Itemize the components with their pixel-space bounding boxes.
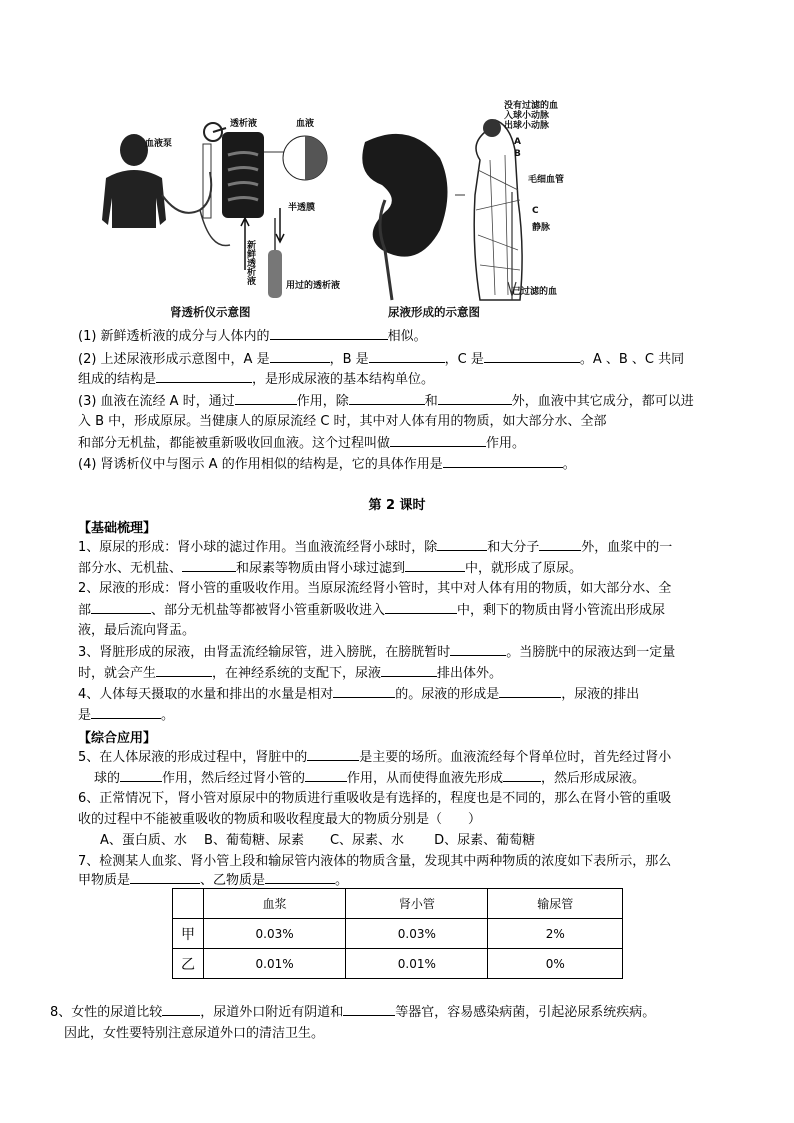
figure-panel — [100, 100, 570, 322]
answer-blank[interactable] — [484, 350, 580, 363]
basic-1: 1、原尿的形成：肾小球的滤过作用。当血液流经肾小球时，除 和大分子 外，血浆中的一 — [78, 540, 673, 555]
label-efferent-arteriole: 出球小动脉 — [504, 121, 550, 131]
answer-blank[interactable] — [450, 643, 506, 656]
table-cell: 0.03% — [346, 919, 488, 949]
section-apply: 【综合应用】 — [78, 731, 157, 746]
answer-blank[interactable] — [499, 685, 561, 698]
nephron-diagram — [362, 100, 564, 319]
basic-4: 4、人体每天摄取的水量和排出的水量是相对 的。尿液的形成是 ，尿液的排出 — [78, 687, 640, 702]
label-membrane: 半透膜 — [288, 203, 316, 213]
answer-blank[interactable] — [381, 664, 437, 677]
answer-blank[interactable] — [333, 685, 395, 698]
question-3-cont: 入 B 中，形成原尿。当健康人的原尿流经 C 时，其中对人体有用的物质，如大部分水、全部 — [78, 414, 607, 429]
label-unfiltered-blood: 没有过滤的血 — [504, 101, 559, 111]
answer-blank[interactable] — [265, 871, 335, 884]
apply-7: 7、检测某人血浆、肾小管上段和输尿管内液体的物质含量，发现其中两种物质的浓度如下表所示，那么 — [78, 854, 672, 869]
table-header-cell: 肾小管 — [346, 889, 488, 919]
table-cell: 2% — [488, 919, 623, 949]
right-figure-caption: 尿液形成的示意图 — [388, 305, 480, 319]
label-B: B — [514, 149, 521, 159]
table-cell: 0% — [488, 949, 623, 979]
table-cell: 0.01% — [204, 949, 346, 979]
section-basic: 【基础梳理】 — [78, 521, 157, 536]
answer-blank[interactable] — [349, 392, 425, 405]
answer-blank[interactable] — [438, 392, 512, 405]
label-vein: 静脉 — [532, 223, 551, 233]
answer-blank[interactable] — [130, 871, 200, 884]
basic-3-cont: 时，就会产生 ，在神经系统的支配下，尿液 排出体外。 — [78, 666, 503, 681]
apply-6-options[interactable]: A、蛋白质、水 B、葡萄糖、尿素 C、尿素、水 D、尿素、葡萄糖 — [100, 833, 536, 848]
table-header-cell — [173, 889, 204, 919]
question-2-cont: 组成的结构是 ，是形成尿液的基本结构单位。 — [78, 372, 435, 387]
answer-blank[interactable] — [443, 455, 563, 468]
question-8-cont: 因此，女性要特别注意尿道外口的清洁卫生。 — [64, 1026, 325, 1041]
label-C: C — [532, 206, 539, 216]
figures-svg — [100, 100, 570, 322]
basic-4-cont: 是 。 — [78, 708, 175, 723]
table-cell: 乙 — [173, 949, 204, 979]
table-cell: 0.01% — [346, 949, 488, 979]
answer-blank[interactable] — [270, 327, 388, 340]
label-used-dialysate: 用过的透析液 — [286, 281, 341, 291]
lesson-title: 第 2 课时 — [368, 498, 426, 513]
label-blood: 血液 — [296, 119, 315, 129]
table-header-cell: 血浆 — [204, 889, 346, 919]
answer-blank[interactable] — [305, 769, 347, 782]
basic-2-cont: 部 、部分无机盐等都被肾小管重新吸收进入 中，剩下的物质由肾小管流出形成尿 — [78, 603, 666, 618]
answer-blank[interactable] — [343, 1003, 395, 1016]
answer-blank[interactable] — [120, 769, 162, 782]
answer-blank[interactable] — [235, 392, 297, 405]
table-cell: 甲 — [173, 919, 204, 949]
kidney-icon — [362, 134, 447, 257]
answer-blank[interactable] — [162, 1003, 200, 1016]
table-header-cell: 输尿管 — [488, 889, 623, 919]
answer-blank[interactable] — [91, 706, 161, 719]
apply-5: 5、在人体尿液的形成过程中，肾脏中的 是主要的场所。血液流经每个肾单位时，首先经过肾小 — [78, 750, 672, 765]
label-blood-pump: 血液泵 — [145, 139, 173, 149]
answer-blank[interactable] — [437, 538, 487, 551]
answer-blank[interactable] — [91, 601, 151, 614]
table-row — [173, 949, 623, 979]
answer-blank[interactable] — [405, 559, 465, 572]
answer-blank[interactable] — [503, 769, 541, 782]
basic-3: 3、肾脏形成的尿液，由肾盂流经输尿管，进入膀胱，在膀胱暂时 。当膀胱中的尿液达到一定量 — [78, 645, 676, 660]
table-row — [173, 919, 623, 949]
nephron-tubule — [474, 120, 522, 300]
substance-table — [172, 888, 623, 979]
label-capillary: 毛细血管 — [528, 175, 565, 185]
basic-2: 2、尿液的形成：肾小管的重吸收作用。当原尿流经肾小管时，其中对人体有用的物质，如大部分水、全 — [78, 581, 672, 596]
apply-5-cont: 球的 作用，然后经过肾小管的 作用，从而使得血液先形成 ，然后形成尿液。 — [94, 771, 646, 786]
label-fresh-dialysate: 新鲜透析液 — [245, 240, 255, 285]
question-4: (4) 肾诱析仪中与图示 A 的作用相似的结构是，它的具体作用是 。 — [78, 457, 576, 472]
answer-blank[interactable] — [307, 748, 359, 761]
answer-blank[interactable] — [156, 370, 252, 383]
basic-2-cont2: 液，最后流向肾盂。 — [78, 623, 196, 638]
apply-6-cont: 收的过程中不能被重吸收的物质和吸收程度最大的物质分别是（ ） — [78, 812, 482, 827]
label-filtered-blood: 已过滤的血 — [512, 287, 558, 297]
basic-1-cont: 部分水、无机盐、 和尿素等物质由肾小球过滤到 中，就形成了原尿。 — [78, 561, 583, 576]
answer-blank[interactable] — [385, 601, 457, 614]
label-afferent-arteriole: 入球小动脉 — [504, 111, 550, 121]
label-A: A — [514, 137, 521, 147]
answer-blank[interactable] — [539, 538, 581, 551]
question-3: (3) 血液在流经 A 时，通过 作用，除 和 外，血液中其它成分，都可以进 — [78, 394, 694, 409]
question-8: 8、女性的尿道比较 ，尿道外口附近有阴道和 等器官，容易感染病菌，引起泌尿系统疾病。 — [50, 1005, 656, 1020]
label-dialysate: 透析液 — [230, 119, 258, 129]
left-figure-caption: 肾透析仪示意图 — [170, 305, 251, 319]
apply-6: 6、正常情况下，肾小管对原尿中的物质进行重吸收是有选择的，程度也是不同的，那么在肾小管的重吸 — [78, 791, 672, 806]
dialysis-diagram — [102, 117, 340, 319]
question-2: (2) 上述尿液形成示意图中，A 是 ，B 是 ，C 是 。A 、B 、C 共同 — [78, 352, 685, 367]
answer-blank[interactable] — [270, 350, 330, 363]
table-cell: 0.03% — [204, 919, 346, 949]
answer-blank[interactable] — [390, 434, 486, 447]
question-1: (1) 新鲜透析液的成分与人体内的 相似。 — [78, 329, 427, 344]
question-3-cont2: 和部分无机盐，都能被重新吸收回血液。这个过程叫做 作用。 — [78, 436, 526, 451]
answer-blank[interactable] — [156, 664, 212, 677]
apply-7-cont: 甲物质是 、乙物质是 。 — [78, 873, 349, 888]
answer-blank[interactable] — [182, 559, 236, 572]
answer-blank[interactable] — [369, 350, 445, 363]
table-header-row — [173, 889, 623, 919]
